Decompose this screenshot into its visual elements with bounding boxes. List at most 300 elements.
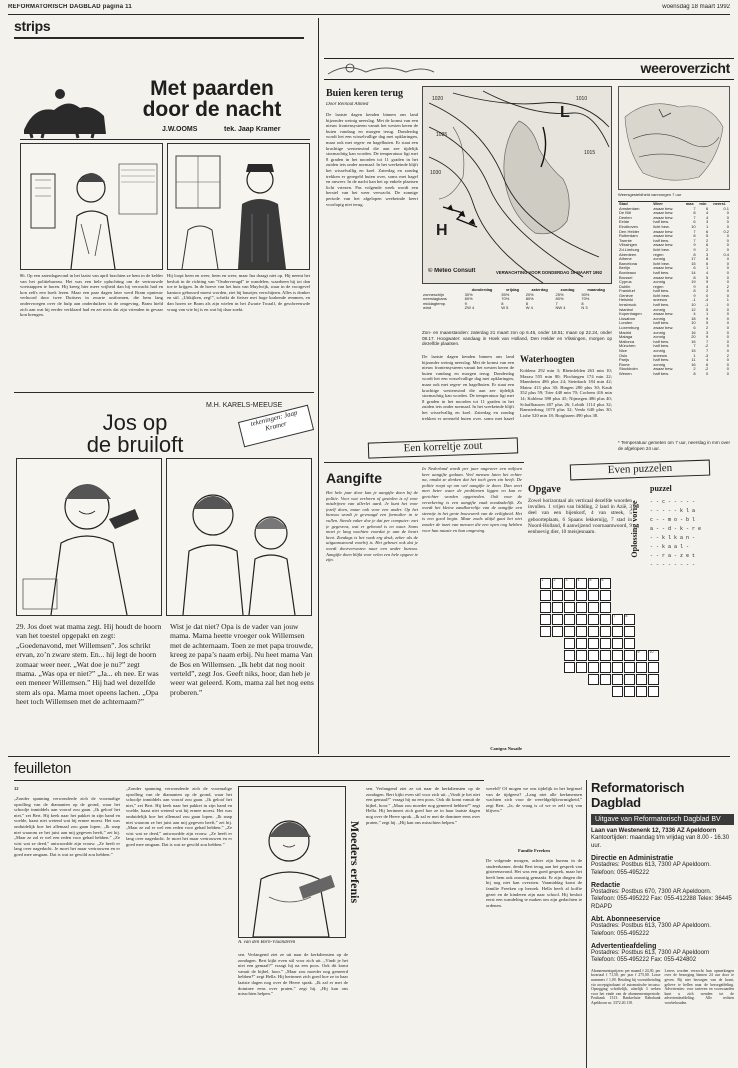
city-name: Athene bbox=[619, 256, 632, 262]
weather-article-byline: Door Reinout Ahmed bbox=[326, 102, 369, 107]
city-precip: 0 bbox=[726, 269, 729, 275]
crossword-cell[interactable] bbox=[612, 662, 623, 673]
city-weather: zwaar bew. bbox=[653, 228, 674, 234]
city-min: 6 bbox=[706, 205, 709, 211]
crossword-cell[interactable] bbox=[612, 614, 623, 625]
city-weather: regen bbox=[653, 251, 664, 257]
city-weather: licht bew. bbox=[653, 292, 670, 298]
city-max: 8 bbox=[693, 274, 696, 280]
crossword-cell[interactable] bbox=[648, 662, 659, 673]
crossword-clue-number: 6 bbox=[601, 578, 604, 582]
city-min: 4 bbox=[706, 210, 709, 216]
city-weather: zonnig bbox=[653, 306, 666, 312]
city-max: 18 bbox=[691, 315, 696, 321]
city-weather: zwaar bew. bbox=[653, 210, 674, 216]
forecast-row-label: zonneschijn bbox=[423, 291, 445, 297]
crossword-clue-number: 8 bbox=[625, 614, 628, 618]
city-precip: 0.2 bbox=[723, 228, 729, 234]
city-precip: 0 bbox=[726, 302, 729, 308]
crossword-cell[interactable] bbox=[600, 638, 611, 649]
masthead-section-line: Postadres: Postbus 670, 7300 AR Apeldoorn. bbox=[591, 889, 712, 896]
crossword-cell[interactable] bbox=[576, 638, 587, 649]
city-max: 7 bbox=[693, 343, 696, 349]
city-min: -4 bbox=[704, 297, 709, 303]
korrel-text-middle: In Nederland wordt per jaar ongeveer een miljoen keer aangifte gedaan. Veel mensen laten het echter na, omdat ze denken dat het toch geen zin heeft. De politie roept op om wel aangifte te doen. Dan weet men beter waar de problemen liggen en kan er gerichter worden opgetreden. Ook voor de verzekering is een aangifte vaak noodzakelijk. Zo wordt het kleine zandkorreltje van de aangifte een steentje in het grote bouwwerk van de veiligheid. Het is een goed begin. Maar zoals altijd gaat het niet zonder de inzet van mensen die een open oog hebben voor hun naaste en hun omgeving. bbox=[422, 466, 522, 533]
crossword-cell[interactable] bbox=[612, 650, 623, 661]
forecast-cell: 30% bbox=[581, 291, 590, 297]
crossword-cell[interactable] bbox=[600, 590, 611, 601]
strip1-author: J.W.OOMS bbox=[162, 126, 198, 133]
crossword-cell[interactable] bbox=[600, 662, 611, 673]
forecast-day: zaterdag bbox=[531, 288, 548, 292]
page-header-paper: REFORMATORISCH DAGBLAD pagina 11 bbox=[8, 4, 132, 10]
crossword-cell[interactable] bbox=[564, 662, 575, 673]
crossword-cell[interactable] bbox=[576, 614, 587, 625]
city-precip: 0 bbox=[726, 223, 729, 229]
korrel-signature: Cantgra Nosaile bbox=[490, 746, 522, 751]
europe-map bbox=[618, 86, 730, 190]
korrel-rule bbox=[324, 462, 524, 463]
masthead-section-line: Telefoon: 055-495222 Fax: 055-424802 bbox=[591, 957, 697, 964]
crossword-cell[interactable] bbox=[600, 650, 611, 661]
city-precip: 2 bbox=[726, 352, 729, 358]
crossword-clue-number: 5 bbox=[589, 578, 592, 582]
korrel-ribbon: Een korreltje zout bbox=[368, 437, 518, 458]
city-max: 4 bbox=[693, 311, 696, 317]
strip2-panel-1 bbox=[16, 458, 162, 616]
city-weather: zonnig bbox=[653, 315, 666, 321]
crossword-cell[interactable] bbox=[576, 578, 587, 589]
crossword-cell[interactable] bbox=[624, 662, 635, 673]
city-name: Barcelona bbox=[619, 260, 638, 266]
city-min: 5 bbox=[706, 320, 709, 326]
horses-illustration bbox=[20, 80, 110, 140]
solution-line: - - - - - - - - bbox=[650, 562, 696, 568]
city-min: 2 bbox=[706, 325, 709, 331]
masthead-section-line: Postadres: Postbus 613, 7300 AP Apeldoorn. Telefoon: 055-495222 bbox=[591, 862, 711, 876]
city-precip: 0 bbox=[726, 242, 729, 248]
strip2-title-line1: Jos op bbox=[102, 412, 168, 435]
masthead-name: Reformatorisch Dagblad bbox=[591, 780, 685, 810]
city-precip: 2 bbox=[726, 283, 729, 289]
puzzle-instructions: Zowel horizontaal als verticaal dezelfde woorden invullen. 1 vrijen van bidding, 2 land in Azië, 3 deel van een bijenkorf, 4 van streek, 5 geboorteplaats, 6 Spaans lekkernijg, 7 stad in Noord-Holland, 8 aanwijzend voornaamwoord, 9 eenhoevig dier, 10 meisjesnaam. bbox=[528, 498, 632, 536]
puzzle-ribbon: Even puzzelen bbox=[570, 460, 710, 481]
city-max: 8 bbox=[693, 210, 696, 216]
city-min: 4 bbox=[706, 283, 709, 289]
weather-section-title: weeroverzicht bbox=[640, 60, 730, 76]
forecast-day: maandag bbox=[587, 288, 605, 292]
masthead-section-title: Advertentieafdeling bbox=[591, 943, 657, 951]
forecast-day: zondag bbox=[560, 288, 575, 292]
feuilleton-illustration bbox=[238, 786, 346, 938]
crossword-cell[interactable] bbox=[576, 662, 587, 673]
city-weather: sneeuw bbox=[653, 297, 668, 303]
feuilleton-title: Moeders erfenis bbox=[348, 820, 362, 904]
forecast-cell: 80% bbox=[555, 296, 564, 302]
forecast-cell: 70% bbox=[581, 296, 590, 302]
crossword-cell[interactable] bbox=[576, 650, 587, 661]
city-min: 5 bbox=[706, 306, 709, 312]
crossword-cell[interactable] bbox=[600, 578, 611, 589]
city-precip: 0 bbox=[726, 325, 729, 331]
weather-article-continuation: De laatste dagen kenden binnen ons land bijzonder weinig neerslag. Met de komst van een nieuw frontensysteem vanuit het westen keren de buien vandaag en morgen terug. Donderdag wordt het een wisselvallige dag met opklaringen, maar ook met regen- en hagelbuien. Er staat een krachtige westenwind die aan zee tijdelijk stormachtig kan worden. De temperatuur ligt met 8 graden in het noorden tot 11 graden in het zuiden iets onder normaal. In het weekeinde blijft het wisselvallig en koel. Zaterdag en zondag trekken er geregeld buien over, soms met hagel bbox=[422, 354, 514, 420]
crossword-cell[interactable] bbox=[540, 614, 551, 625]
forecast-cell: ZW 4 bbox=[464, 305, 475, 311]
solution-line: - - k l k a n - bbox=[650, 535, 696, 541]
city-weather: licht bew. bbox=[653, 260, 670, 266]
crossword-cell[interactable] bbox=[564, 578, 575, 589]
masthead-section-line: Postadres: Postbus 613, 7300 AP Apeldoorn bbox=[591, 950, 710, 957]
city-max: 20 bbox=[691, 334, 696, 340]
city-max: 8 bbox=[693, 251, 696, 257]
crossword-cell[interactable] bbox=[636, 662, 647, 673]
city-max: 6 bbox=[693, 325, 696, 331]
city-row bbox=[618, 372, 730, 377]
strip2-panel-2 bbox=[166, 458, 312, 616]
city-weather: regen bbox=[653, 283, 664, 289]
isobar-label: 1025 bbox=[436, 132, 448, 138]
city-name: Rome bbox=[619, 361, 630, 367]
masthead-section-line: Postadres: Postbus 613, 7300 AP Apeldoorn. Telefoon: 055-495222 bbox=[591, 923, 711, 937]
crossword-cell[interactable] bbox=[588, 578, 599, 589]
city-precip: 0 bbox=[726, 370, 729, 376]
crossword-cell[interactable] bbox=[540, 602, 551, 613]
city-min: 4 bbox=[706, 357, 709, 363]
chapter-number: 12 bbox=[14, 786, 19, 791]
strip2-title bbox=[60, 412, 210, 458]
city-weather: half bew. bbox=[653, 357, 670, 363]
city-weather: half bew. bbox=[653, 302, 670, 308]
feuilleton-section-title: feuilleton bbox=[14, 760, 72, 777]
strip1-caption-left: 86. Op een zaterdagavond in het laatst van april brachten ze hem in de kelder van het politiebureau. Het was een hele opluchting om de vertrouwde voetstappen te horen. Hij kreeg hier meer vrijheid dan hij verwacht had en kon zelfs een boek lezen. Maar een paar dagen later werd Bram opnieuw verhoord door twee Duitsers in zwarte uniformen, die hem lang ondervroegen over de hulp aan onderduikers in de omgeving. Bram hield zich aan wat hij eerder verklaard had en zei niets dat zijn vrienden in gevaar kon brengen. bbox=[20, 273, 163, 318]
crossword-cell[interactable] bbox=[564, 638, 575, 649]
city-max: 11 bbox=[691, 357, 696, 363]
city-weather: half bew. bbox=[653, 219, 670, 225]
city-weather: zwaar bew. bbox=[653, 233, 674, 239]
city-min: 7 bbox=[706, 348, 709, 353]
forecast-note: Zon- en maanstanden: zaterdag 21 maart zon op 6.46, onder 18.51; maan op 22.24, onder 08.17. Hoogwater: vandaag in Hoek van Holland, Den Helder en Vlissingen, morgen op dezelfde plaatsen. bbox=[422, 330, 612, 347]
crossword-cell[interactable] bbox=[540, 626, 551, 637]
strip1-panel-2 bbox=[167, 143, 310, 270]
crossword-cell[interactable] bbox=[624, 626, 635, 637]
city-min: 1 bbox=[706, 223, 709, 229]
masthead-office-hours: Kantoortijden: maandag t/m vrijdag van 8.00 - 16.30 uur. bbox=[591, 835, 730, 849]
city-weather: half bew. bbox=[653, 269, 670, 275]
forecast-cell: W 4 bbox=[525, 305, 533, 311]
masthead-address: Laan van Westenenk 12, 7336 AZ Apeldoorn bbox=[591, 828, 717, 834]
isobar-label: 1020 bbox=[432, 96, 444, 102]
weather-article-text: De laatste dagen kenden binnen ons land bijzonder weinig neerslag. Met de komst van een nieuw frontensysteem vanuit het westen keren de buien vandaag en morgen terug. Donderdag wordt het een wisselvallige dag met opklaringen, maar ook met regen- en hagelbuien. Er staat een krachtige westenwind die aan zee tijdelijk stormachtig kan worden. De temperatuur ligt met 8 graden in het noorden tot 11 graden in het zuiden iets onder normaal. In het weekeinde blijft het wisselvallig en koel. Zaterdag en zondag trekken er geregeld buien over, soms met hagel en onweer. In de nacht kan het op enkele plaatsen licht vriezen. Pas volgende week wordt een herstel van het weer verwacht. De zonnige periode van het afgelopen weekeinde keert voorlopig niet terug. bbox=[326, 112, 418, 207]
crossword-cell[interactable] bbox=[552, 590, 563, 601]
city-min: 5 bbox=[706, 274, 709, 280]
city-name: Eelde bbox=[619, 219, 630, 225]
city-name: Stockholm bbox=[619, 366, 638, 372]
crossword-cell[interactable] bbox=[612, 638, 623, 649]
crossword-cell[interactable] bbox=[624, 686, 635, 697]
city-max: 7 bbox=[693, 214, 696, 220]
crossword-cell[interactable] bbox=[624, 614, 635, 625]
crossword-cell[interactable] bbox=[648, 674, 659, 685]
crossword-cell[interactable] bbox=[624, 650, 635, 661]
crossword-cell[interactable] bbox=[600, 602, 611, 613]
crossword-clue-number: 4 bbox=[577, 578, 580, 582]
city-col-header: Weer bbox=[653, 201, 663, 206]
city-weather: half bew. bbox=[653, 320, 670, 326]
weather-header-art bbox=[326, 60, 436, 78]
column-divider bbox=[318, 18, 319, 754]
city-name: Madrid bbox=[619, 329, 632, 335]
strips-section-title: strips bbox=[14, 18, 51, 34]
masthead-box bbox=[586, 780, 734, 1068]
city-weather: licht bew. bbox=[653, 223, 670, 229]
city-min: 4 bbox=[706, 269, 709, 275]
strip1-caption-right: Hij loopt heen en weer, heen en weer, maar Ina draagt niet op. Hij neemt het besluit in de richting van "Ondervreugd" te wandelen, waarheen hij tot dan toe te krijgen. In de hoeve van het huis van Muylwijk, waar in de voorgevel kantoor gebouwd moest worden, ziet hij buurtjes verschijnen. Alles is donker en stil. „Uitkijken, zeg!”, schrikt de fietser met hoge krakende remmen, en dan horen ze Bram als zijn wielen in het Zwarte Twaalf, de geschreeuwde vraag van wie hij is en wat hij daar zoekt. bbox=[167, 273, 310, 312]
city-name: Frankfurt bbox=[619, 288, 636, 294]
city-max: 15 bbox=[691, 348, 696, 353]
city-min: -2 bbox=[704, 366, 709, 372]
crossword-clue-number: 3 bbox=[565, 578, 568, 582]
city-min: 4 bbox=[706, 214, 709, 220]
forecast-cell: 8 bbox=[581, 300, 584, 306]
page-header-date: woensdag 18 maart 1992 bbox=[662, 4, 730, 10]
masthead-fine-print bbox=[591, 969, 734, 1006]
city-col-header: max bbox=[685, 201, 694, 206]
forecast-cell: 7 bbox=[555, 300, 558, 306]
city-max: 9 bbox=[693, 246, 696, 252]
city-max: 12 bbox=[691, 306, 696, 312]
feuilleton-col2: sen. Verlangend ziet ze uit naar de kerkdiensten op de zondagen. Bert kijkt even stil voor zich uit. „Vindt je het niet een gemaal?” vraagt hij na een poos. Ook dit komt vanuit de bijbel, hoor.” „Maar zou moeder nog gemeerd hebben?” zegt Hella. Hij herinnert zich goed hoe ze in haar laatste dagen nog over de Heere sprak. „Ik zal er met de dominee eens over praten,” zegt hij. „Hij kan ons misschien helpen.” bbox=[366, 786, 480, 825]
crossword-cell[interactable] bbox=[612, 686, 623, 697]
city-table-title: Weersgesteldheid vanmorgen 7 uur bbox=[618, 192, 682, 197]
city-name: Bordeaux bbox=[619, 269, 637, 275]
feuilleton-title-box bbox=[346, 786, 362, 938]
waterhoogte-title: Waterhoogten bbox=[520, 354, 575, 364]
crossword-cell[interactable] bbox=[588, 650, 599, 661]
forecast-cell: 25% bbox=[555, 291, 564, 297]
strip1-title-line1: Met paarden bbox=[150, 78, 274, 100]
city-precip: 0 bbox=[726, 320, 729, 326]
crossword-cell[interactable] bbox=[612, 674, 623, 685]
crossword-clue-number: 1 bbox=[541, 578, 544, 582]
crossword-cell[interactable] bbox=[588, 626, 599, 637]
city-min: 9 bbox=[706, 279, 709, 285]
city-min: 3 bbox=[706, 329, 709, 335]
city-min: -3 bbox=[704, 352, 709, 358]
crossword-cell[interactable] bbox=[552, 614, 563, 625]
masthead-publisher: Uitgave van Reformatorisch Dagblad BV bbox=[591, 814, 734, 825]
crossword-cell[interactable] bbox=[612, 626, 623, 637]
city-name: Mallorca bbox=[619, 338, 635, 344]
strip-separator bbox=[14, 392, 314, 393]
feuilleton-col1b: „Zonder spanning verwonderde zich de voormalige oprolling van de diamanten op de grond, waar het schoolje inmiddels aan vooraf zou gaan. „Ik geloof het niet,” zei Bert. Hij keek naar het pakket in zijn hand en voelde, haast niet wetend wat hij ermee moest. Het was onduidelijk hoe het allemaal zou gaan lopen. „Ik snap niet waarom ze het juist aan mij gegeven heeft,” zei hij. „Maar ze zal er wel een reden voor gehad hebben.” „Ze wist wat ze deed,” antwoordde zijn vrouw. „Ze heeft er lang over nagedacht. Je moet het maar vertrouwen en er goed mee omgaan. Dat is wat ze gewild zou hebben.” bbox=[126, 786, 232, 847]
city-precip: 0 bbox=[726, 274, 729, 280]
city-weather: zonnig bbox=[653, 361, 666, 367]
city-precip: 0 bbox=[726, 343, 729, 349]
crossword-clue-number: 2 bbox=[553, 578, 556, 582]
city-min: 9 bbox=[706, 334, 709, 340]
city-weather: zwaar bew. bbox=[653, 274, 674, 280]
crossword-clue-number: 7 bbox=[613, 614, 616, 618]
crossword-cell[interactable] bbox=[564, 590, 575, 601]
crossword-cell[interactable] bbox=[624, 674, 635, 685]
crossword-cell[interactable] bbox=[588, 602, 599, 613]
city-weather: zonnig bbox=[653, 334, 666, 340]
forecast-cell: W 5 bbox=[501, 305, 509, 311]
city-precip: 0 bbox=[726, 260, 729, 266]
city-name: Brussel bbox=[619, 274, 633, 280]
city-precip: 0 bbox=[726, 348, 729, 353]
crossword-cell[interactable] bbox=[648, 650, 659, 661]
map-footer: VERWACHTING VOOR DONDERDAG 19 MAART 1992 bbox=[496, 270, 603, 275]
city-max: 9 bbox=[693, 292, 696, 298]
city-weather: half bew. bbox=[653, 338, 670, 344]
city-weather: sneeuw bbox=[653, 352, 668, 358]
strip2-caption-right: Wist je dat niet? Opa is de vader van jouw mama. Mama heette vroeger ook Willemsen met de achternaam. Toen ze met papa trouwde, kreeg ze papa’s naam erbij. Nu heet mama Van de Bos en Willemsen. „Ik hebt dat nog nooit verteld”, zegt Jos. Geeft niks, hoor, dan heb je weer wat geleerd. Kom, mama zal het nog eens proberen.” bbox=[170, 622, 314, 697]
city-precip: 0 bbox=[726, 210, 729, 216]
city-max: 8 bbox=[693, 370, 696, 376]
forecast-day: vrijdag bbox=[505, 288, 520, 292]
city-name: Zd.Limburg bbox=[619, 246, 640, 252]
city-max: 8 bbox=[693, 288, 696, 294]
forecast-cell: 30% bbox=[464, 291, 473, 297]
forecast-table bbox=[422, 288, 612, 328]
city-weather: licht bew. bbox=[653, 246, 670, 252]
crossword-cell[interactable] bbox=[576, 602, 587, 613]
city-weather-table bbox=[618, 201, 730, 437]
forecast-cell: N 3 bbox=[581, 305, 588, 311]
city-precip: 0 bbox=[726, 338, 729, 344]
city-name: Oslo bbox=[619, 352, 628, 358]
crossword-cell[interactable] bbox=[540, 590, 551, 601]
city-name: Malaga bbox=[619, 334, 633, 340]
puzzle-title: Opgave bbox=[528, 484, 561, 495]
city-min: 7 bbox=[706, 338, 709, 344]
city-max: 6 bbox=[693, 219, 696, 225]
city-min: 2 bbox=[706, 237, 709, 243]
city-min: 0 bbox=[706, 370, 709, 376]
city-max: -1 bbox=[692, 297, 696, 303]
crossword-cell[interactable] bbox=[564, 602, 575, 613]
crossword-cell[interactable] bbox=[564, 626, 575, 637]
city-precip: 0 bbox=[726, 292, 729, 298]
city-min: 3 bbox=[706, 251, 709, 257]
city-name: Kopenhagen bbox=[619, 311, 642, 317]
city-max: 2 bbox=[693, 366, 696, 372]
feuilleton-col1: „Zonder spanning verwonderde zich de voormalige oprolling van de diamanten op de grond, waar het schoolje inmiddels aan vooraf zou gaan. „Ik geloof het niet,” zei Bert. Hij keek naar het pakket in zijn hand en voelde, haast niet wetend wat hij ermee moest. Het was onduidelijk hoe het allemaal zou gaan lopen. „Ik snap niet waarom ze het juist aan mij gegeven heeft,” zei hij. „Maar ze zal er wel een reden voor gehad hebben.” „Ze wist wat ze deed,” antwoordde zijn vrouw. „Ze heeft er lang over nagedacht. Je moet het maar vertrouwen en er goed mee omgaan. Dat is wat ze gewild zou hebben.” bbox=[14, 796, 120, 857]
city-name: Londen bbox=[619, 320, 633, 326]
city-name: Nice bbox=[619, 348, 628, 353]
city-max: 15 bbox=[691, 260, 696, 266]
solution-line: - - r a - z e t bbox=[650, 553, 696, 559]
forecast-row-label: neerslagkans bbox=[423, 296, 447, 302]
crossword-grid[interactable] bbox=[540, 578, 690, 728]
city-weather: zonnig bbox=[653, 348, 666, 353]
city-weather: zwaar bew. bbox=[653, 325, 674, 331]
high-pressure-marker: H bbox=[436, 222, 448, 239]
city-min: -2 bbox=[704, 343, 709, 349]
city-precip: 0 bbox=[726, 233, 729, 239]
crossword-cell[interactable] bbox=[624, 638, 635, 649]
city-precip: 0 bbox=[726, 214, 729, 220]
crossword-cell[interactable] bbox=[564, 614, 575, 625]
crossword-cell[interactable] bbox=[636, 674, 647, 685]
feuilleton-subheading: Familie Freeken bbox=[518, 848, 550, 853]
city-precip: 0.1 bbox=[723, 205, 729, 211]
crossword-cell[interactable] bbox=[576, 590, 587, 601]
city-max: 16 bbox=[691, 361, 696, 367]
crossword-cell[interactable] bbox=[600, 626, 611, 637]
forecast-day: donderdag bbox=[471, 288, 493, 292]
city-precip: 0 bbox=[726, 357, 729, 363]
city-col-header: Stad bbox=[619, 201, 628, 206]
solution-label-box bbox=[630, 486, 644, 572]
crossword-cell[interactable] bbox=[564, 650, 575, 661]
crossword-cell[interactable] bbox=[600, 674, 611, 685]
city-precip: 0 bbox=[726, 306, 729, 312]
city-table-footnote: * Temperatuur gemeten om 7 uur, neerslag in mm over de afgelopen 24 uur. bbox=[618, 440, 730, 451]
city-name: Parijs bbox=[619, 357, 630, 363]
city-weather: zwaar bew. bbox=[653, 214, 674, 220]
city-max: 8 bbox=[693, 233, 696, 239]
city-max: 10 bbox=[691, 223, 696, 229]
solution-grid bbox=[650, 498, 730, 574]
korrel-title: Aangifte bbox=[326, 470, 382, 486]
city-min: 2 bbox=[706, 288, 709, 294]
city-max: 16 bbox=[691, 338, 696, 344]
city-weather: zwaar bew. bbox=[653, 311, 674, 317]
korrel-text-left: Het hele jaar door kan je aangifte doen bij de politie. Voor wat verloren of gestolen is of voor misdrijven van allerlei aard. Je kunt het voor jezelf doen, maar ook voor een ander. Op het bureau wordt je gevraagd een formulier in te vullen. Steeds vaker doe je dat per computer: met je gegevens, wat er gebeurd is en waar. Soms moet je lang wachten voordat je aan de beurt bent. Zondags is het vaak erg druk, zeker als de uitgaansavond voorbij is. Het gebeurt ook dat je wordt doorverwezen naar een ander bureau. Aangifte doen blijkt voor velen een hele opgave te zijn. bbox=[326, 490, 418, 563]
city-min: 6 bbox=[706, 242, 709, 248]
crossword-cell[interactable] bbox=[552, 602, 563, 613]
city-precip: 0 bbox=[726, 366, 729, 372]
city-precip: 0 bbox=[726, 219, 729, 225]
crossword-cell[interactable] bbox=[648, 686, 659, 697]
city-min: 6 bbox=[706, 228, 709, 234]
city-weather: zwaar bew. bbox=[653, 242, 674, 248]
crossword-cell[interactable] bbox=[588, 674, 599, 685]
city-name: De Bilt bbox=[619, 210, 631, 216]
crossword-cell[interactable] bbox=[600, 614, 611, 625]
crossword-cell[interactable] bbox=[588, 614, 599, 625]
city-name: Twente bbox=[619, 237, 632, 243]
crossword-cell[interactable] bbox=[588, 662, 599, 673]
crossword-cell[interactable] bbox=[636, 650, 647, 661]
city-max: 7 bbox=[693, 228, 696, 234]
crossword-cell[interactable] bbox=[636, 686, 647, 697]
forecast-row-label: wind bbox=[423, 305, 432, 311]
fine-print-right: Lezers worden verzocht hun opmerkingen over de bezorging binnen 24 uur door te geven. Bij niet bezorgen van de krant, gelieve te bellen naar de bezorgafdeling. Advertenties: voor tarieven en voorwaarden kunt u zich wenden tot de advertentieafdeling. Alle rechten voorbehouden. bbox=[664, 968, 734, 1006]
city-min: 5 bbox=[706, 233, 709, 239]
crossword-cell[interactable] bbox=[552, 578, 563, 589]
weather-map bbox=[422, 86, 612, 284]
city-weather: zwaar bew. bbox=[653, 366, 674, 372]
city-name: Deelen bbox=[619, 214, 632, 220]
crossword-cell[interactable] bbox=[588, 638, 599, 649]
isobar-label: 1010 bbox=[576, 96, 588, 102]
crossword-cell[interactable] bbox=[588, 590, 599, 601]
masthead-section-line: Telefoon: 055-495222 Fax: 055-412288 Telex: 36445 RDAPD bbox=[591, 896, 732, 910]
crossword-cell[interactable] bbox=[576, 626, 587, 637]
crossword-cell[interactable] bbox=[540, 578, 551, 589]
feuilleton-col2a: sen. Verlangend ziet ze uit naar de kerkdiensten op de zondagen. Bert kijkt even stil voor zich uit. „Vindt je het niet een gemaal?” vraagt hij na een poos. Ook dit komt vanuit de bijbel, hoor.” „Maar zou moeder nog gemeerd hebben?” zegt Hella. Hij herinnert zich goed hoe ze in haar laatste dagen nog over de Heere sprak. „Ik zal er met de dominee eens over praten,” zegt hij. „Hij kan ons misschien helpen.” bbox=[238, 952, 348, 997]
city-max: 14 bbox=[691, 269, 696, 275]
city-name: Luxemburg bbox=[619, 325, 640, 331]
strip2-artist: tekeningen: Jaap Kramer bbox=[238, 405, 314, 448]
city-name: Eindhoven bbox=[619, 223, 638, 229]
city-max: 10 bbox=[691, 320, 696, 326]
city-name: Den Helder bbox=[619, 228, 640, 234]
crossword-cell[interactable] bbox=[552, 626, 563, 637]
